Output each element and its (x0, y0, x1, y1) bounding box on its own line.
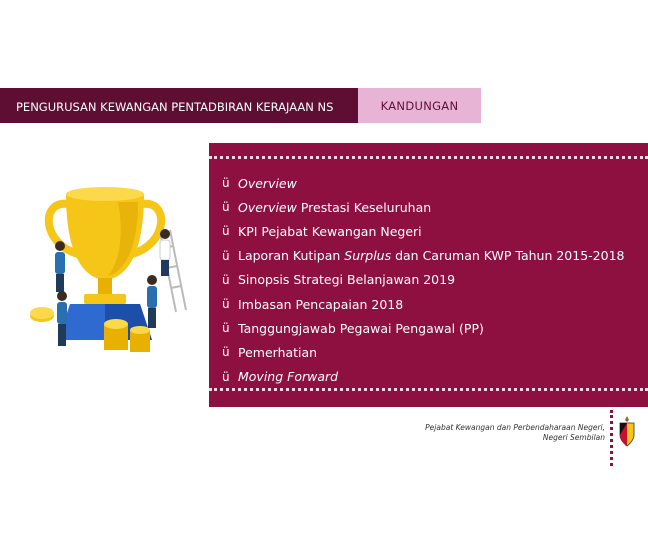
footer-dotted-divider (610, 410, 613, 466)
contents-item-label: Pemerhatian (238, 344, 318, 360)
contents-item[interactable] (222, 195, 624, 219)
check-icon: ü (222, 248, 230, 263)
contents-item[interactable] (222, 365, 624, 389)
contents-item-label: KPI Pejabat Kewangan Negeri (238, 223, 422, 239)
contents-panel (209, 143, 648, 407)
footer-line-2: Negeri Sembilan (542, 433, 605, 442)
header-title-bar (0, 88, 358, 123)
contents-list (222, 171, 624, 389)
tab-kandungan[interactable]: KANDUNGAN (358, 88, 481, 123)
trophy-illustration (20, 182, 190, 372)
contents-item[interactable] (222, 268, 624, 292)
check-icon: ü (222, 224, 230, 239)
footer-organisation (400, 423, 605, 443)
contents-item[interactable] (222, 219, 624, 243)
check-icon: ü (222, 200, 230, 215)
contents-item-label: Overview Prestasi Keseluruhan (238, 199, 432, 215)
footer-line-1: Pejabat Kewangan dan Perbendaharaan Negeri, (425, 423, 605, 432)
contents-item-label: Imbasan Pencapaian 2018 (238, 296, 404, 312)
contents-item-label: Sinopsis Strategi Belanjawan 2019 (238, 272, 456, 288)
check-icon: ü (222, 345, 230, 360)
dotted-divider-bottom (209, 388, 648, 391)
check-icon: ü (222, 297, 230, 312)
contents-item[interactable] (222, 292, 624, 316)
dotted-divider-top (209, 156, 648, 159)
contents-item-label: Overview (238, 175, 297, 191)
contents-item[interactable] (222, 316, 624, 340)
check-icon: ü (222, 369, 230, 384)
contents-item[interactable] (222, 340, 624, 364)
check-icon: ü (222, 176, 230, 191)
check-icon: ü (222, 272, 230, 287)
check-icon: ü (222, 321, 230, 336)
contents-item-label: Tanggungjawab Pegawai Pengawal (PP) (238, 320, 484, 336)
contents-item[interactable] (222, 171, 624, 195)
contents-item[interactable] (222, 244, 624, 268)
contents-item-label: Laporan Kutipan Surplus dan Caruman KWP Tahun 2015-2018 (238, 248, 625, 264)
header-title: PENGURUSAN KEWANGAN PENTADBIRAN KERAJAAN NS (16, 100, 334, 114)
state-crest-icon (616, 415, 638, 447)
contents-item-label: Moving Forward (238, 369, 339, 385)
